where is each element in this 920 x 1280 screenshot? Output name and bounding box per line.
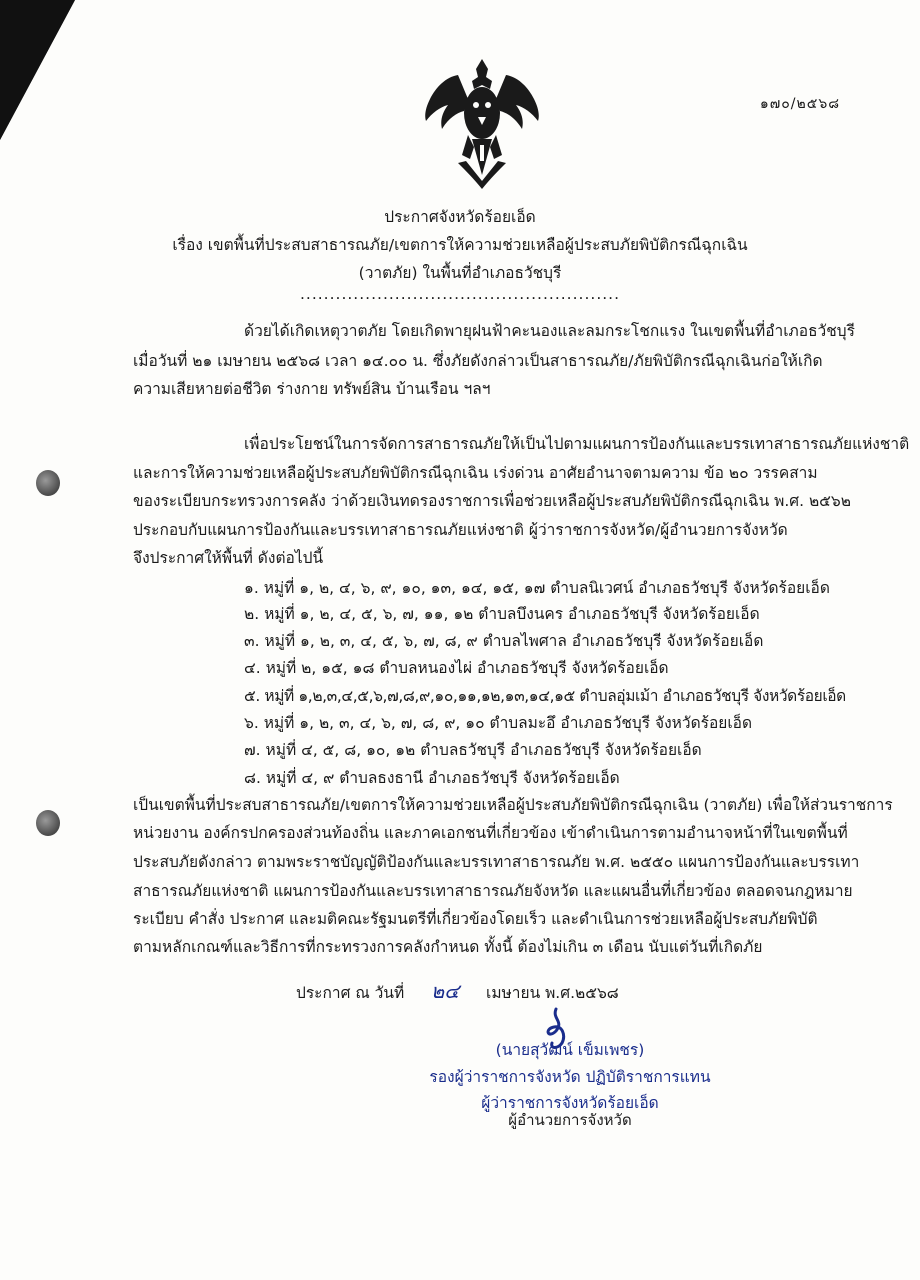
punch-hole <box>36 810 60 836</box>
paragraph-line: ด้วยได้เกิดเหตุวาตภัย โดยเกิดพายุฝนฟ้าคะนองและลมกระโชกแรง ในเขตพื้นที่อำเภอธวัชบุรี <box>244 322 855 340</box>
paragraph-line: เพื่อประโยชน์ในการจัดการสาธารณภัยให้เป็นไปตามแผนการป้องกันและบรรเทาสาธารณภัยแห่งชาติ <box>244 435 910 453</box>
punch-hole <box>36 470 60 496</box>
paragraph-line: และการให้ความช่วยเหลือผู้ประสบภัยพิบัติกรณีฉุกเฉิน เร่งด่วน อาศัยอำนาจตามความ ข้อ ๒๐ วรรคสาม <box>133 464 818 482</box>
separator: ...................................................... <box>299 285 621 303</box>
paragraph-line: เมื่อวันที่ ๒๑ เมษายน ๒๕๖๘ เวลา ๑๔.๐๐ น. ซึ่งภัยดังกล่าวเป็นสาธารณภัย/ภัยพิบัติกรณีฉุกเฉินก่อให้เกิด <box>133 352 823 370</box>
date-prefix: ประกาศ ณ วันที่ <box>296 984 405 1002</box>
paragraph-line: ประสบภัยดังกล่าว ตามพระราชบัญญัติป้องกันและบรรเทาสาธารณภัย พ.ศ. ๒๕๕๐ แผนการป้องกันและบรรเทา <box>133 853 860 871</box>
paragraph-line: จึงประกาศให้พื้นที่ ดังต่อไปนี้ <box>133 549 324 567</box>
subject-line: (วาตภัย) ในพื้นที่อำเภอธวัชบุรี <box>358 264 562 282</box>
signer-title: รองผู้ว่าราชการจังหวัด ปฏิบัติราชการแทน <box>429 1068 711 1086</box>
garuda-emblem-icon <box>418 55 546 191</box>
paragraph-line: ประกอบกับแผนการป้องกันและบรรเทาสาธารณภัยแห่งชาติ ผู้ว่าราชการจังหวัด/ผู้อำนวยการจังหวัด <box>133 521 788 539</box>
area-list-item: ๔. หมู่ที่ ๒, ๑๕, ๑๘ ตำบลหนองไผ่ อำเภอธวัชบุรี จังหวัดร้อยเอ็ด <box>244 659 669 677</box>
paragraph-line: เป็นเขตพื้นที่ประสบสาธารณภัย/เขตการให้ความช่วยเหลือผู้ประสบภัยพิบัติกรณีฉุกเฉิน (วาตภัย) เพื่อให้ส่วนราชการ <box>133 796 893 814</box>
signer-name: (นายสุวัฒน์ เข็มเพชร) <box>495 1041 645 1059</box>
document-number: ๑๗๐/๒๕๖๘ <box>759 96 840 112</box>
paragraph-line: ระเบียบ คำสั่ง ประกาศ และมติคณะรัฐมนตรีที่เกี่ยวข้องโดยเร็ว และดำเนินการช่วยเหลือผู้ประสบภัยพิบัติ <box>133 910 818 928</box>
date-line <box>296 976 619 1008</box>
date-day: ๒๔ <box>430 979 460 1003</box>
area-list-item: ๕. หมู่ที่ ๑,๒,๓,๔,๕,๖,๗,๘,๙,๑๐,๑๑,๑๒,๑๓,๑๔,๑๕ ตำบลอุ่มเม้า อำเภอธวัชบุรี จังหวัดร้อยเอ็ด <box>244 687 846 705</box>
area-list-item: ๓. หมู่ที่ ๑, ๒, ๓, ๔, ๕, ๖, ๗, ๘, ๙ ตำบลไพศาล อำเภอธวัชบุรี จังหวัดร้อยเอ็ด <box>244 632 764 650</box>
area-list-item: ๒. หมู่ที่ ๑, ๒, ๔, ๕, ๖, ๗, ๑๑, ๑๒ ตำบลบึงนคร อำเภอธวัชบุรี จังหวัดร้อยเอ็ด <box>244 605 760 623</box>
signer-title: ผู้ว่าราชการจังหวัดร้อยเอ็ด <box>481 1094 659 1112</box>
signer-title: ผู้อำนวยการจังหวัด <box>508 1111 632 1129</box>
paragraph-line: ตามหลักเกณฑ์และวิธีการที่กระทรวงการคลังกำหนด ทั้งนี้ ต้องไม่เกิน ๓ เดือน นับแต่วันที่เกิดภัย <box>133 938 763 956</box>
announcement-header: ประกาศจังหวัดร้อยเอ็ด <box>384 208 536 226</box>
date-suffix: เมษายน พ.ศ.๒๕๖๘ <box>486 984 619 1002</box>
area-list-item: ๗. หมู่ที่ ๔, ๕, ๘, ๑๐, ๑๒ ตำบลธวัชบุรี อำเภอธวัชบุรี จังหวัดร้อยเอ็ด <box>244 741 702 759</box>
paragraph-line: สาธารณภัยแห่งชาติ แผนการป้องกันและบรรเทาสาธารณภัยจังหวัด และแผนอื่นที่เกี่ยวข้อง ตลอดจนกฎหมาย <box>133 882 853 900</box>
subject-line: เรื่อง เขตพื้นที่ประสบสาธารณภัย/เขตการให้ความช่วยเหลือผู้ประสบภัยพิบัติกรณีฉุกเฉิน <box>172 236 748 254</box>
paragraph-line: ความเสียหายต่อชีวิต ร่างกาย ทรัพย์สิน บ้านเรือน ฯลฯ <box>133 380 491 398</box>
area-list-item: ๘. หมู่ที่ ๔, ๙ ตำบลธงธานี อำเภอธวัชบุรี จังหวัดร้อยเอ็ด <box>244 769 620 787</box>
paragraph-line: หน่วยงาน องค์กรปกครองส่วนท้องถิ่น และภาคเอกชนที่เกี่ยวข้อง เข้าดำเนินการตามอำนาจหน้าที่ในเขตพื้นที่ <box>133 824 848 842</box>
paragraph-line: ของระเบียบกระทรวงการคลัง ว่าด้วยเงินทดรองราชการเพื่อช่วยเหลือผู้ประสบภัยพิบัติกรณีฉุกเฉิน พ.ศ. ๒๕๖๒ <box>133 492 851 510</box>
area-list-item: ๖. หมู่ที่ ๑, ๒, ๓, ๔, ๖, ๗, ๘, ๙, ๑๐ ตำบลมะอึ อำเภอธวัชบุรี จังหวัดร้อยเอ็ด <box>244 714 753 732</box>
area-list-item: ๑. หมู่ที่ ๑, ๒, ๔, ๖, ๙, ๑๐, ๑๓, ๑๔, ๑๕, ๑๗ ตำบลนิเวศน์ อำเภอธวัชบุรี จังหวัดร้อยเอ็ด <box>244 579 830 597</box>
